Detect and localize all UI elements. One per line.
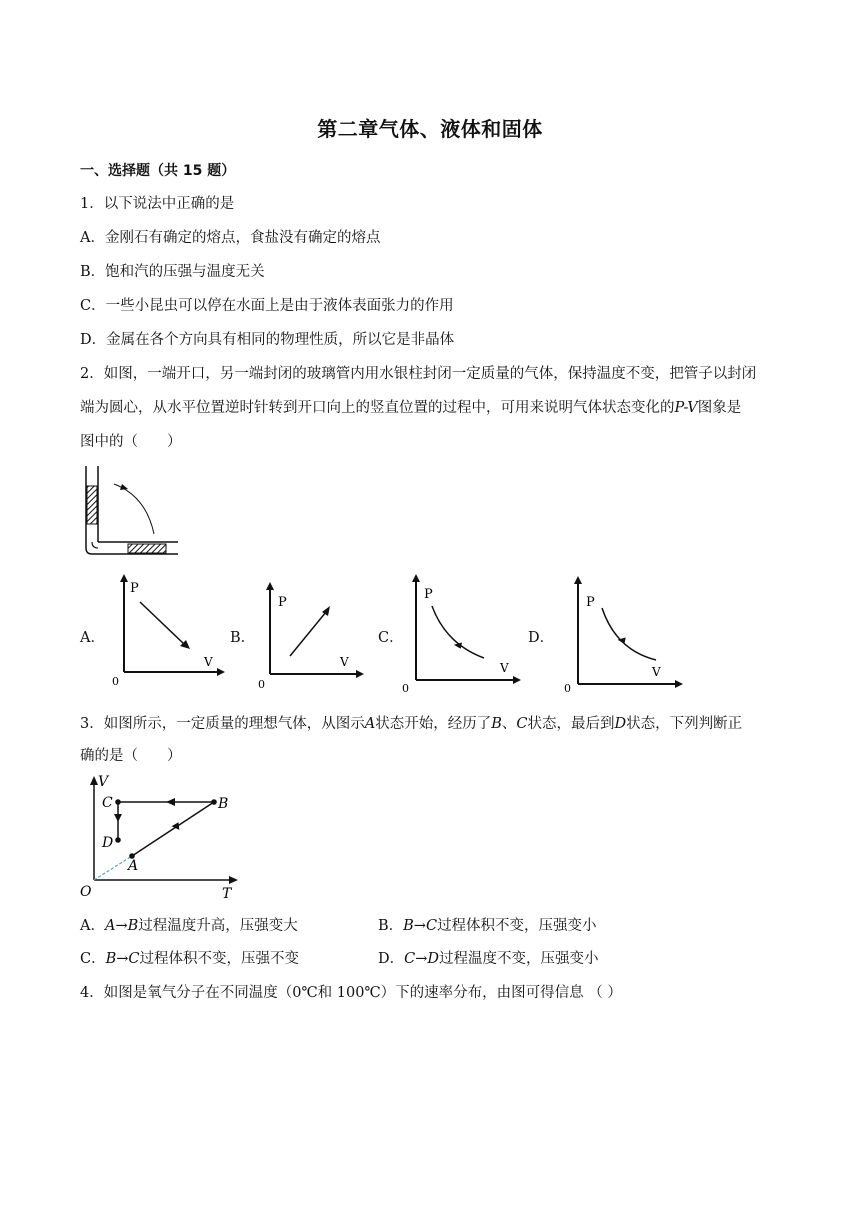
tube-diagram bbox=[78, 462, 188, 562]
q2-graph-d bbox=[560, 574, 684, 694]
q3-option-b bbox=[378, 914, 597, 935]
q3-stem-line1 bbox=[80, 712, 742, 733]
process-label: B→C bbox=[403, 918, 438, 934]
process-label: B→C bbox=[105, 951, 140, 967]
q2-graph-a bbox=[106, 572, 226, 692]
q3-option-c bbox=[80, 947, 299, 968]
state-d: D bbox=[614, 716, 627, 732]
q2-stem-line2 bbox=[80, 396, 741, 417]
section-heading: 一、选择题（共 15 题） bbox=[80, 163, 236, 179]
q2-graph-c bbox=[398, 572, 522, 694]
q2-stem-text: 端为圆心，从水平位置逆时针转到开口向上的竖直位置的过程中，可用来说明气体状态变化的 bbox=[80, 400, 675, 416]
q1-option-a: A．金刚石有确定的熔点，食盐没有确定的熔点 bbox=[80, 230, 381, 246]
q3-stem-text: 3．如图所示，一定质量的理想气体，从图示 bbox=[80, 716, 365, 732]
option-text: 过程温度不变，压强变小 bbox=[439, 951, 599, 967]
option-prefix: B． bbox=[378, 918, 404, 934]
point-a-label: A bbox=[128, 858, 139, 874]
axis-p-label: P bbox=[278, 595, 287, 610]
q2-option-b-label: B． bbox=[230, 630, 256, 646]
axis-p-label: P bbox=[130, 581, 139, 596]
rotation-arrow bbox=[114, 484, 154, 534]
origin-label: 0 bbox=[258, 678, 265, 690]
q2-stem-text-end: 图象是 bbox=[697, 400, 742, 416]
horizontal-mercury-column bbox=[128, 544, 166, 553]
state-b: B bbox=[491, 716, 502, 732]
origin-label: 0 bbox=[402, 682, 409, 694]
page-title: 第二章气体、液体和固体 bbox=[317, 117, 543, 141]
q3-sep: 、 bbox=[501, 716, 517, 732]
q2-option-d-label: D． bbox=[528, 630, 555, 646]
q2-stem-line1: 2．如图，一端开口，另一端封闭的玻璃管内用水银柱封闭一定质量的气体，保持温度不变，把管子以封闭 bbox=[80, 366, 757, 382]
state-c: C bbox=[516, 716, 528, 732]
point-b-label: B bbox=[218, 796, 229, 812]
state-a: A bbox=[364, 716, 376, 732]
option-prefix: D． bbox=[378, 951, 405, 967]
q3-stem-text: 状态开始，经历了 bbox=[375, 716, 492, 732]
origin-label: O bbox=[80, 884, 92, 900]
axis-v-label: V bbox=[500, 661, 509, 675]
q3-stem-text: 状态，下列判断正 bbox=[626, 716, 743, 732]
axis-v-label: V bbox=[340, 655, 349, 669]
q1-option-c: C．一些小昆虫可以停在水面上是由于液体表面张力的作用 bbox=[80, 298, 454, 314]
option-text: 过程体积不变，压强不变 bbox=[139, 951, 300, 967]
pv-symbol: P-V bbox=[674, 400, 698, 416]
point-d-label: D bbox=[102, 835, 114, 851]
q3-stem-text: 状态，最后到 bbox=[527, 716, 615, 732]
vertical-mercury-column bbox=[87, 486, 97, 524]
option-text: 过程温度升高，压强变大 bbox=[138, 918, 298, 934]
axis-p-label: P bbox=[586, 595, 595, 610]
q1-option-b: B．饱和汽的压强与温度无关 bbox=[80, 264, 265, 280]
q1-option-d: D．金属在各个方向具有相同的物理性质，所以它是非晶体 bbox=[80, 332, 455, 348]
process-label: C→D bbox=[404, 951, 440, 967]
q3-stem-line2: 确的是（ ） bbox=[80, 748, 182, 764]
axis-v-label: V bbox=[204, 655, 213, 669]
q2-option-a-label: A． bbox=[80, 630, 105, 646]
option-prefix: C． bbox=[80, 951, 106, 967]
option-text: 过程体积不变，压强变小 bbox=[437, 918, 597, 934]
vt-diagram bbox=[76, 772, 240, 900]
axis-v-label: V bbox=[98, 774, 109, 790]
q2-stem-line3: 图中的（ ） bbox=[80, 434, 182, 450]
q3-option-a bbox=[80, 914, 298, 935]
axis-t-label: T bbox=[222, 886, 232, 900]
origin-label: 0 bbox=[112, 675, 119, 688]
origin-label: 0 bbox=[564, 682, 571, 694]
q3-option-d bbox=[378, 947, 599, 968]
process-label: A→B bbox=[104, 918, 139, 934]
q4-stem: 4．如图是氧气分子在不同温度（0℃和 100℃）下的速率分布，由图可得信息 （ ） bbox=[80, 985, 622, 1001]
axis-p-label: P bbox=[424, 587, 433, 602]
axis-v-label: V bbox=[652, 665, 661, 679]
q2-option-c-label: C． bbox=[378, 630, 404, 646]
q2-graph-b bbox=[256, 578, 366, 690]
option-prefix: A． bbox=[80, 918, 105, 934]
q1-stem: 1．以下说法中正确的是 bbox=[80, 196, 235, 212]
point-c-label: C bbox=[102, 795, 113, 811]
